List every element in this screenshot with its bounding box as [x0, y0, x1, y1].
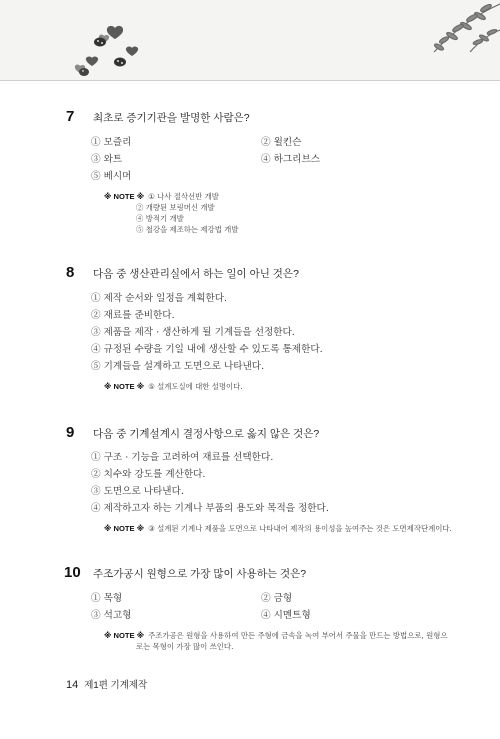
page-footer	[66, 677, 147, 691]
answer-note	[104, 381, 243, 392]
header-divider	[0, 80, 500, 81]
option-3: ③ 와트	[91, 154, 123, 165]
fern-leaf-icon	[404, 0, 500, 58]
question-number: 7	[66, 108, 75, 125]
question-number: 10	[64, 564, 81, 581]
note-line: ④ 방적기 개발	[136, 214, 184, 223]
option-1: ① 제작 순서와 일정을 계획한다.	[91, 293, 228, 304]
note-label: ※ NOTE ※	[104, 192, 145, 201]
note-line: 로는 목형이 가장 많이 쓰인다.	[136, 642, 234, 651]
note-line: ⑤ 철강을 제조하는 제강법 개발	[136, 225, 239, 234]
note-line: ③ 설계된 기계나 제품을 도면으로 나타내어 제작의 용이성을 높여주는 것은 도면제작단계이다.	[148, 524, 452, 533]
heart-icon	[126, 47, 138, 56]
ladybug-icon	[114, 58, 126, 67]
option-3: ③ 석고형	[91, 610, 132, 621]
note-label: ※ NOTE ※	[104, 631, 145, 640]
option-1: ① 구조 · 기능을 고려하여 재료를 선택한다.	[91, 452, 274, 463]
question-text: 주조가공시 원형으로 가장 많이 사용하는 것은?	[93, 568, 307, 580]
question-text: 다음 중 생산관리실에서 하는 일이 아닌 것은?	[93, 268, 299, 280]
note-line: ⑤ 설계도실에 대한 설명이다.	[148, 382, 243, 391]
heart-bug-decoration	[60, 18, 170, 80]
answer-note	[104, 523, 452, 534]
option-4: ④ 하그리브스	[261, 154, 320, 165]
option-2: ② 윌킨슨	[261, 137, 302, 148]
option-2: ② 치수와 강도를 계산한다.	[91, 469, 206, 480]
question-number: 9	[66, 424, 75, 441]
question-text: 다음 중 기계설계시 결정사항으로 옳지 않은 것은?	[93, 428, 320, 440]
note-line: ① 나사 절삭선반 개발	[148, 192, 219, 201]
answer-note	[104, 191, 219, 202]
ladybug-icon	[94, 38, 106, 47]
option-3: ③ 제품을 제작 · 생산하게 될 기계들을 선정한다.	[91, 327, 295, 338]
option-3: ③ 도면으로 나타낸다.	[91, 486, 184, 497]
note-label: ※ NOTE ※	[104, 382, 145, 391]
question-number: 8	[66, 264, 75, 281]
heart-icon	[107, 26, 123, 39]
option-1: ① 목형	[91, 593, 123, 604]
answer-note	[104, 630, 448, 641]
option-2: ② 금형	[261, 593, 293, 604]
option-5: ⑤ 베시머	[91, 171, 132, 182]
page-number: 14	[66, 679, 79, 691]
heart-icon	[86, 57, 98, 66]
option-4: ④ 규정된 수량을 기일 내에 생산할 수 있도록 통제한다.	[91, 344, 323, 355]
option-1: ① 모즐리	[91, 137, 132, 148]
note-line: 주조가공은 원형을 사용하여 만든 주형에 금속을 녹여 부어서 주물을 만드는 방법으로, 원형으	[148, 631, 448, 640]
question-text: 최초로 증기기관을 발명한 사람은?	[93, 112, 250, 124]
ladybug-icon	[79, 68, 89, 76]
option-2: ② 재료를 준비한다.	[91, 310, 175, 321]
option-4: ④ 시멘트형	[261, 610, 311, 621]
note-label: ※ NOTE ※	[104, 524, 145, 533]
note-line: ② 개량된 보링머신 개발	[136, 203, 215, 212]
section-title: 제1편 기계제작	[84, 680, 148, 691]
option-4: ④ 제작하고자 하는 기계나 부품의 용도와 목적을 정한다.	[91, 503, 329, 514]
option-5: ⑤ 기계들을 설계하고 도면으로 나타낸다.	[91, 361, 265, 372]
